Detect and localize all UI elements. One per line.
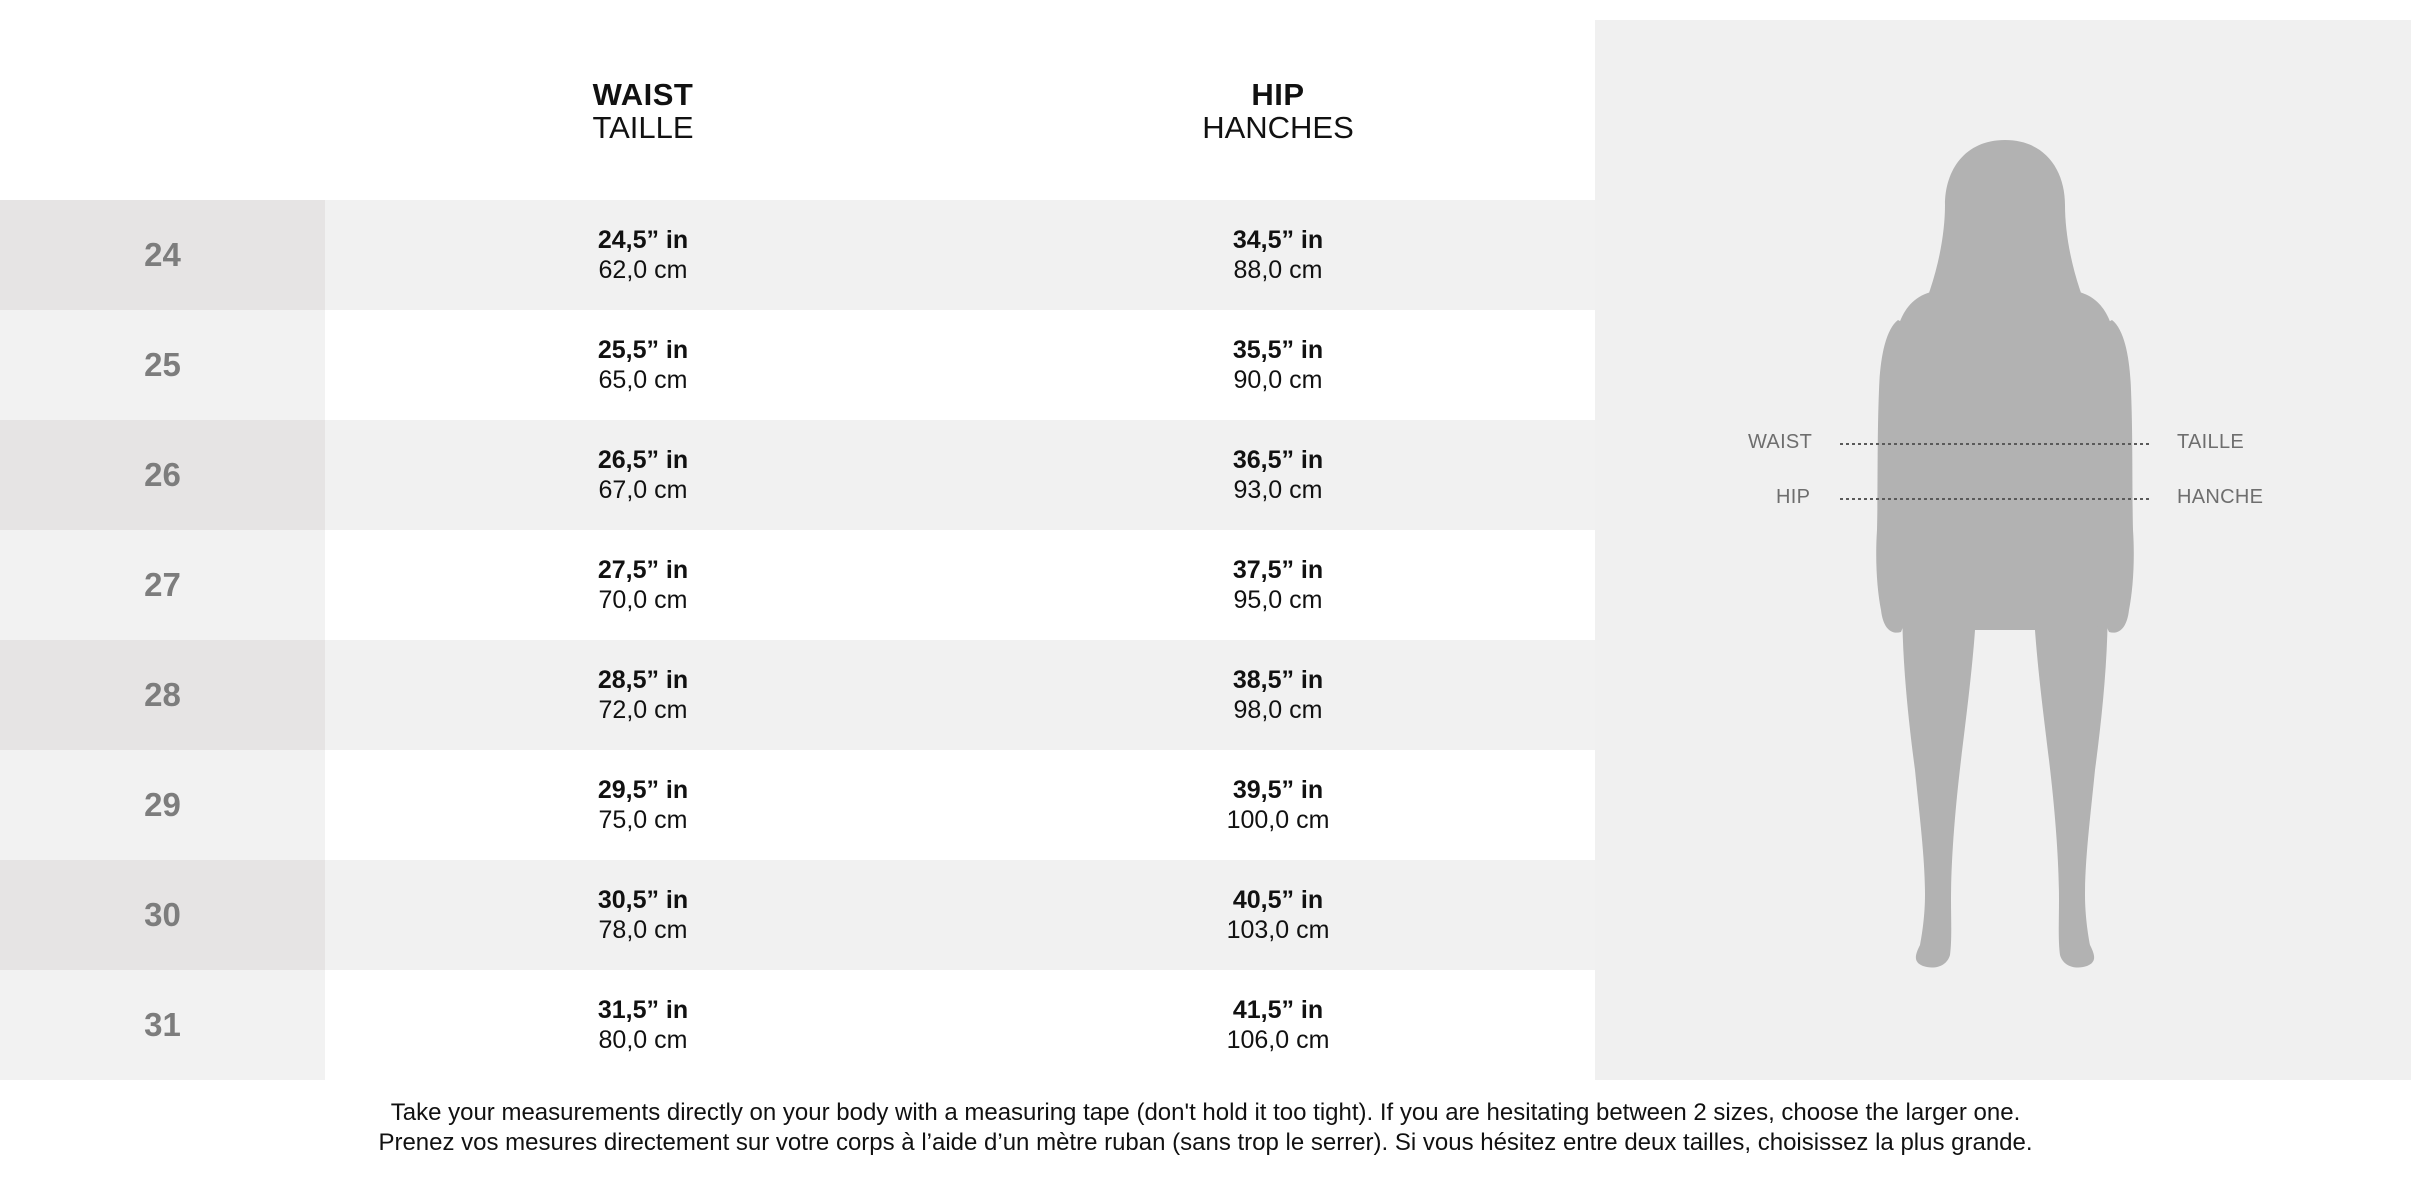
hip-inches: 40,5” in xyxy=(1232,886,1324,914)
figure-hip-label: HIP xyxy=(1776,486,1811,508)
figure-waist-label: WAIST xyxy=(1748,431,1813,453)
hip-cell xyxy=(1078,310,1478,420)
hip-inches: 36,5” in xyxy=(1232,446,1324,474)
hip-header-fr: HANCHES xyxy=(1202,110,1354,145)
hip-inches: 35,5” in xyxy=(1232,336,1324,364)
hip-cm: 106,0 cm xyxy=(1226,1026,1330,1054)
figure-hanche-label: HANCHE xyxy=(2177,486,2264,508)
hip-cell xyxy=(1078,860,1478,970)
hip-cm: 103,0 cm xyxy=(1226,916,1330,944)
hip-cell xyxy=(1078,750,1478,860)
waist-column-header xyxy=(443,78,843,144)
waist-cm: 78,0 cm xyxy=(598,916,688,944)
hip-cm: 93,0 cm xyxy=(1233,476,1323,504)
waist-cm: 75,0 cm xyxy=(598,806,688,834)
waist-cell xyxy=(443,860,843,970)
size-label: 29 xyxy=(0,750,325,860)
waist-cm: 70,0 cm xyxy=(598,586,688,614)
size-label: 28 xyxy=(0,640,325,750)
waist-inches: 31,5” in xyxy=(597,996,689,1024)
waist-cm: 62,0 cm xyxy=(598,256,688,284)
body-silhouette-icon xyxy=(1876,140,2134,968)
hip-column-header xyxy=(1078,78,1478,144)
size-label: 31 xyxy=(0,970,325,1080)
hip-cell xyxy=(1078,970,1478,1080)
size-rows xyxy=(0,200,1595,1080)
size-label: 30 xyxy=(0,860,325,970)
hip-inches: 39,5” in xyxy=(1232,776,1324,804)
body-silhouette-illustration xyxy=(1595,20,2411,1080)
waist-cell xyxy=(443,420,843,530)
table-row xyxy=(0,970,1595,1080)
waist-cell xyxy=(443,310,843,420)
hip-cm: 95,0 cm xyxy=(1233,586,1323,614)
waist-inches: 24,5” in xyxy=(597,226,689,254)
table-row xyxy=(0,420,1595,530)
instructions-en: Take your measurements directly on your body with a measuring tape (don't hold it too tight). If you are hesitating between 2 sizes, choose the larger one. xyxy=(390,1099,2021,1126)
waist-inches: 28,5” in xyxy=(597,666,689,694)
hip-inches: 37,5” in xyxy=(1232,556,1324,584)
waist-cm: 72,0 cm xyxy=(598,696,688,724)
waist-cell xyxy=(443,750,843,860)
size-label: 27 xyxy=(0,530,325,640)
measurement-instructions xyxy=(0,1098,2411,1158)
hip-cm: 88,0 cm xyxy=(1233,256,1323,284)
table-row xyxy=(0,530,1595,640)
waist-cell xyxy=(443,200,843,310)
size-label: 26 xyxy=(0,420,325,530)
waist-cm: 80,0 cm xyxy=(598,1026,688,1054)
figure-taille-label: TAILLE xyxy=(2177,431,2245,453)
table-row xyxy=(0,750,1595,860)
waist-inches: 25,5” in xyxy=(597,336,689,364)
hip-cm: 90,0 cm xyxy=(1233,366,1323,394)
waist-inches: 30,5” in xyxy=(597,886,689,914)
hip-cell xyxy=(1078,420,1478,530)
table-row xyxy=(0,200,1595,310)
hip-cm: 100,0 cm xyxy=(1226,806,1330,834)
waist-inches: 27,5” in xyxy=(597,556,689,584)
waist-cell xyxy=(443,640,843,750)
size-label: 25 xyxy=(0,310,325,420)
hip-cell xyxy=(1078,640,1478,750)
hip-cm: 98,0 cm xyxy=(1233,696,1323,724)
waist-cm: 67,0 cm xyxy=(598,476,688,504)
size-label: 24 xyxy=(0,200,325,310)
instructions-fr: Prenez vos mesures directement sur votre corps à l’aide d’un mètre ruban (sans trop le serrer). Si vous hésitez entre deux tailles, choisissez la plus grande. xyxy=(378,1129,2033,1156)
table-row xyxy=(0,640,1595,750)
body-figure-panel xyxy=(1595,20,2411,1080)
hip-inches: 41,5” in xyxy=(1232,996,1324,1024)
hip-cell xyxy=(1078,530,1478,640)
waist-cell xyxy=(443,970,843,1080)
table-row xyxy=(0,310,1595,420)
waist-inches: 29,5” in xyxy=(597,776,689,804)
waist-cell xyxy=(443,530,843,640)
table-row xyxy=(0,860,1595,970)
hip-inches: 34,5” in xyxy=(1232,226,1324,254)
hip-header-en: HIP xyxy=(1251,77,1305,112)
table-header-row xyxy=(0,0,1595,200)
waist-header-en: WAIST xyxy=(592,77,694,112)
hip-cell xyxy=(1078,200,1478,310)
waist-inches: 26,5” in xyxy=(597,446,689,474)
hip-inches: 38,5” in xyxy=(1232,666,1324,694)
waist-header-fr: TAILLE xyxy=(592,110,694,145)
waist-cm: 65,0 cm xyxy=(598,366,688,394)
